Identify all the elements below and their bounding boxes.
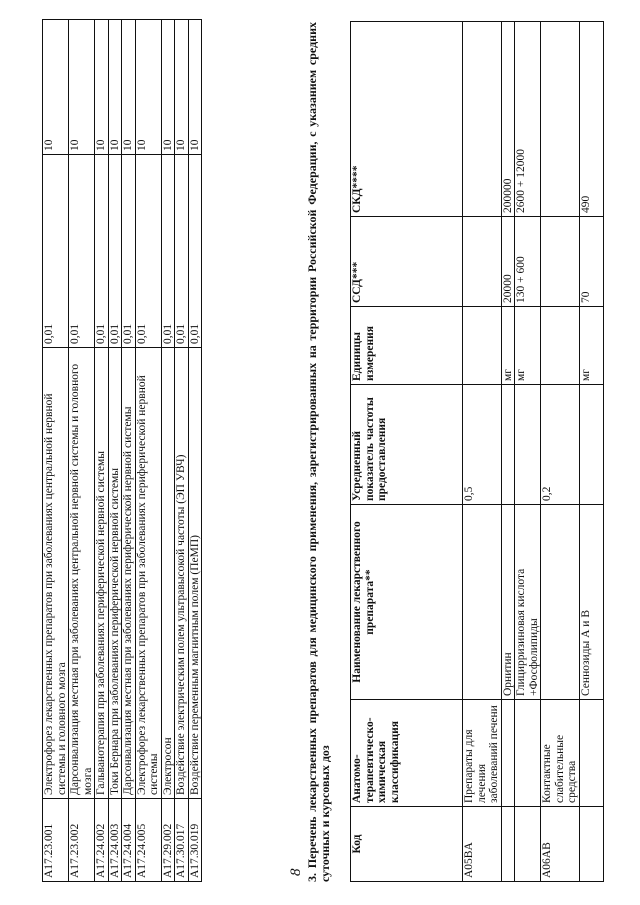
service-frequency: 0,01 [43,155,69,348]
drug-frequency: 0,2 [541,385,580,505]
table-row [188,20,202,882]
service-multiplicity: 10 [43,20,69,155]
service-frequency: 0,01 [122,155,136,348]
drug-code: A05BA [463,807,502,882]
service-frequency: 0,01 [161,155,175,348]
service-code: A17.23.001 [43,799,69,882]
drug-atc: Препараты для лечения заболеваний печени [463,700,502,807]
service-frequency: 0,01 [188,155,202,348]
service-multiplicity: 10 [69,20,95,155]
service-multiplicity: 10 [161,20,175,155]
header-code: Код [351,807,463,882]
drug-name: Глицирризиновая кислота +Фосфолипиды [515,505,541,700]
drug-frequency [579,385,603,505]
service-name: Воздействие электрическим полем ультравысокой частоты (ЭП УВЧ) [175,348,189,799]
header-atc: Анатомо-терапевтическо-химическая классификация [351,700,463,807]
table-row [463,22,502,882]
drug-ssd: 20000 [501,217,515,307]
service-name: Электрофорез лекарственных препаратов при заболеваниях периферической нервной системы [135,348,161,799]
drug-skd [541,22,580,217]
drug-frequency [515,385,541,505]
service-code: A17.24.003 [108,799,122,882]
service-code: A17.23.002 [69,799,95,882]
drug-unit: мг [579,307,603,385]
section-heading: 3. Перечень лекарственных препаратов для медицинского применения, зарегистрированных на территории Российской Федерации, с указанием средних суточных и курсовых доз [305,22,332,882]
drug-ssd: 130 + 600 [515,217,541,307]
drug-code [501,807,515,882]
table-row [135,20,161,882]
service-multiplicity: 10 [108,20,122,155]
drug-name [463,505,502,700]
service-name: Электросон [161,348,175,799]
drug-name [541,505,580,700]
drug-code [579,807,603,882]
service-multiplicity: 10 [122,20,136,155]
header-unit: Единицы измерения [351,307,463,385]
service-frequency: 0,01 [175,155,189,348]
table-row [69,20,95,882]
service-name: Токи Бернара при заболеваниях периферической нервной системы [108,348,122,799]
header-ssd: ССД*** [351,217,463,307]
table-row [579,22,603,882]
drug-name: Орнитин [501,505,515,700]
service-multiplicity: 10 [175,20,189,155]
service-code: A17.30.019 [188,799,202,882]
drug-atc [515,700,541,807]
table-row [515,22,541,882]
drug-name: Сеннозиды А и В [579,505,603,700]
drug-skd: 2600 + 12000 [515,22,541,217]
page-number: 8 [288,868,304,876]
drug-unit: мг [501,307,515,385]
service-code: A17.24.005 [135,799,161,882]
service-multiplicity: 10 [95,20,109,155]
table-row [95,20,109,882]
service-frequency: 0,01 [95,155,109,348]
table-row [43,20,69,882]
rotated-page [20,22,620,882]
drug-ssd: 70 [579,217,603,307]
drug-unit: мг [515,307,541,385]
table-header-row [351,22,463,882]
service-name: Воздействие переменным магнитным полем (ПеМП) [188,348,202,799]
table-row [175,20,189,882]
service-code: A17.29.002 [161,799,175,882]
drug-frequency [501,385,515,505]
service-code: A17.30.017 [175,799,189,882]
drug-skd [463,22,502,217]
table-row [108,20,122,882]
table-row [122,20,136,882]
drug-unit [541,307,580,385]
service-code: A17.24.004 [122,799,136,882]
service-multiplicity: 10 [188,20,202,155]
drugs-table [350,21,604,882]
drug-ssd [541,217,580,307]
drug-frequency: 0,5 [463,385,502,505]
drug-ssd [463,217,502,307]
drug-skd: 200000 [501,22,515,217]
drug-code: A06AB [541,807,580,882]
header-drug-name: Наименование лекарственного препарата** [351,505,463,700]
service-frequency: 0,01 [135,155,161,348]
table-row [501,22,515,882]
header-skd: СКД**** [351,22,463,217]
services-table [42,19,202,882]
table-row [161,20,175,882]
drug-skd: 490 [579,22,603,217]
drug-atc [501,700,515,807]
drug-code [515,807,541,882]
service-code: A17.24.002 [95,799,109,882]
service-multiplicity: 10 [135,20,161,155]
service-name: Гальванотерапия при заболеваниях периферической нервной системы [95,348,109,799]
service-frequency: 0,01 [108,155,122,348]
service-name: Дарсонвализация местная при заболеваниях центральной нервной системы и головного мозга [69,348,95,799]
service-name: Электрофорез лекарственных препаратов при заболеваниях центральной нервной системы и головного мозга [43,348,69,799]
drug-atc [579,700,603,807]
drug-atc: Контактные слабительные средства [541,700,580,807]
drug-unit [463,307,502,385]
header-frequency: Усредненный показатель частоты предоставления [351,385,463,505]
service-frequency: 0,01 [69,155,95,348]
service-name: Дарсонвализация местная при заболеваниях периферической нервной системы [122,348,136,799]
table-row [541,22,580,882]
